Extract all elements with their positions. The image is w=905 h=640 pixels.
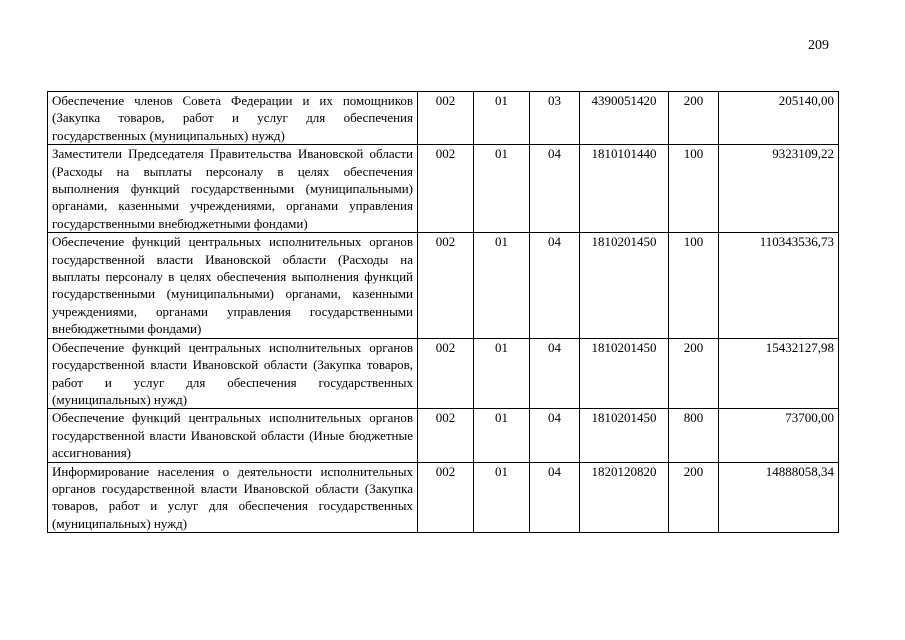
subsection-code: 04 bbox=[530, 409, 580, 462]
expense-type-code: 200 bbox=[669, 92, 719, 145]
table-row bbox=[48, 92, 839, 145]
table-row bbox=[48, 409, 839, 462]
section-code: 01 bbox=[474, 145, 530, 233]
table-row bbox=[48, 145, 839, 233]
expense-type-code: 200 bbox=[669, 462, 719, 533]
subsection-code: 03 bbox=[530, 92, 580, 145]
ministry-code: 002 bbox=[418, 145, 474, 233]
row-description: Информирование населения о деятельности исполнительных органов государственной власти Ивановской области (Закупка товаров, работ и услуг для обеспечения государственных (муниципальных) нужд) bbox=[48, 462, 418, 533]
ministry-code: 002 bbox=[418, 233, 474, 338]
section-code: 01 bbox=[474, 462, 530, 533]
ministry-code: 002 bbox=[418, 338, 474, 409]
target-article-code: 1810201450 bbox=[580, 233, 669, 338]
section-code: 01 bbox=[474, 233, 530, 338]
table-row bbox=[48, 462, 839, 533]
page-number: 209 bbox=[808, 38, 829, 53]
amount: 205140,00 bbox=[719, 92, 839, 145]
ministry-code: 002 bbox=[418, 409, 474, 462]
budget-table bbox=[47, 91, 839, 533]
row-description: Обеспечение функций центральных исполнительных органов государственной власти Ивановской области (Закупка товаров, работ и услуг для обеспечения государственных (муниципальных) нужд) bbox=[48, 338, 418, 409]
expense-type-code: 100 bbox=[669, 233, 719, 338]
ministry-code: 002 bbox=[418, 462, 474, 533]
amount: 14888058,34 bbox=[719, 462, 839, 533]
amount: 9323109,22 bbox=[719, 145, 839, 233]
expense-type-code: 800 bbox=[669, 409, 719, 462]
target-article-code: 1810101440 bbox=[580, 145, 669, 233]
row-description: Обеспечение членов Совета Федерации и их помощников (Закупка товаров, работ и услуг для обеспечения государственных (муниципальных) нужд) bbox=[48, 92, 418, 145]
expense-type-code: 200 bbox=[669, 338, 719, 409]
target-article-code: 4390051420 bbox=[580, 92, 669, 145]
amount: 110343536,73 bbox=[719, 233, 839, 338]
target-article-code: 1810201450 bbox=[580, 338, 669, 409]
table-row bbox=[48, 338, 839, 409]
section-code: 01 bbox=[474, 409, 530, 462]
table-row bbox=[48, 233, 839, 338]
row-description: Обеспечение функций центральных исполнительных органов государственной власти Ивановской области (Расходы на выплаты персоналу в целях обеспечения выполнения функций государственными (муниципальными) органами, казенными учреждениями, органами управления государственными внебюджетными фондами) bbox=[48, 233, 418, 338]
target-article-code: 1810201450 bbox=[580, 409, 669, 462]
ministry-code: 002 bbox=[418, 92, 474, 145]
row-description: Обеспечение функций центральных исполнительных органов государственной власти Ивановской области (Иные бюджетные ассигнования) bbox=[48, 409, 418, 462]
subsection-code: 04 bbox=[530, 233, 580, 338]
subsection-code: 04 bbox=[530, 338, 580, 409]
row-description: Заместители Председателя Правительства Ивановской области (Расходы на выплаты персоналу в целях обеспечения выполнения функций государственными (муниципальными) органами, казенными учреждениями, органами управления государственными внебюджетными фондами) bbox=[48, 145, 418, 233]
target-article-code: 1820120820 bbox=[580, 462, 669, 533]
amount: 15432127,98 bbox=[719, 338, 839, 409]
section-code: 01 bbox=[474, 92, 530, 145]
expense-type-code: 100 bbox=[669, 145, 719, 233]
subsection-code: 04 bbox=[530, 462, 580, 533]
section-code: 01 bbox=[474, 338, 530, 409]
amount: 73700,00 bbox=[719, 409, 839, 462]
subsection-code: 04 bbox=[530, 145, 580, 233]
